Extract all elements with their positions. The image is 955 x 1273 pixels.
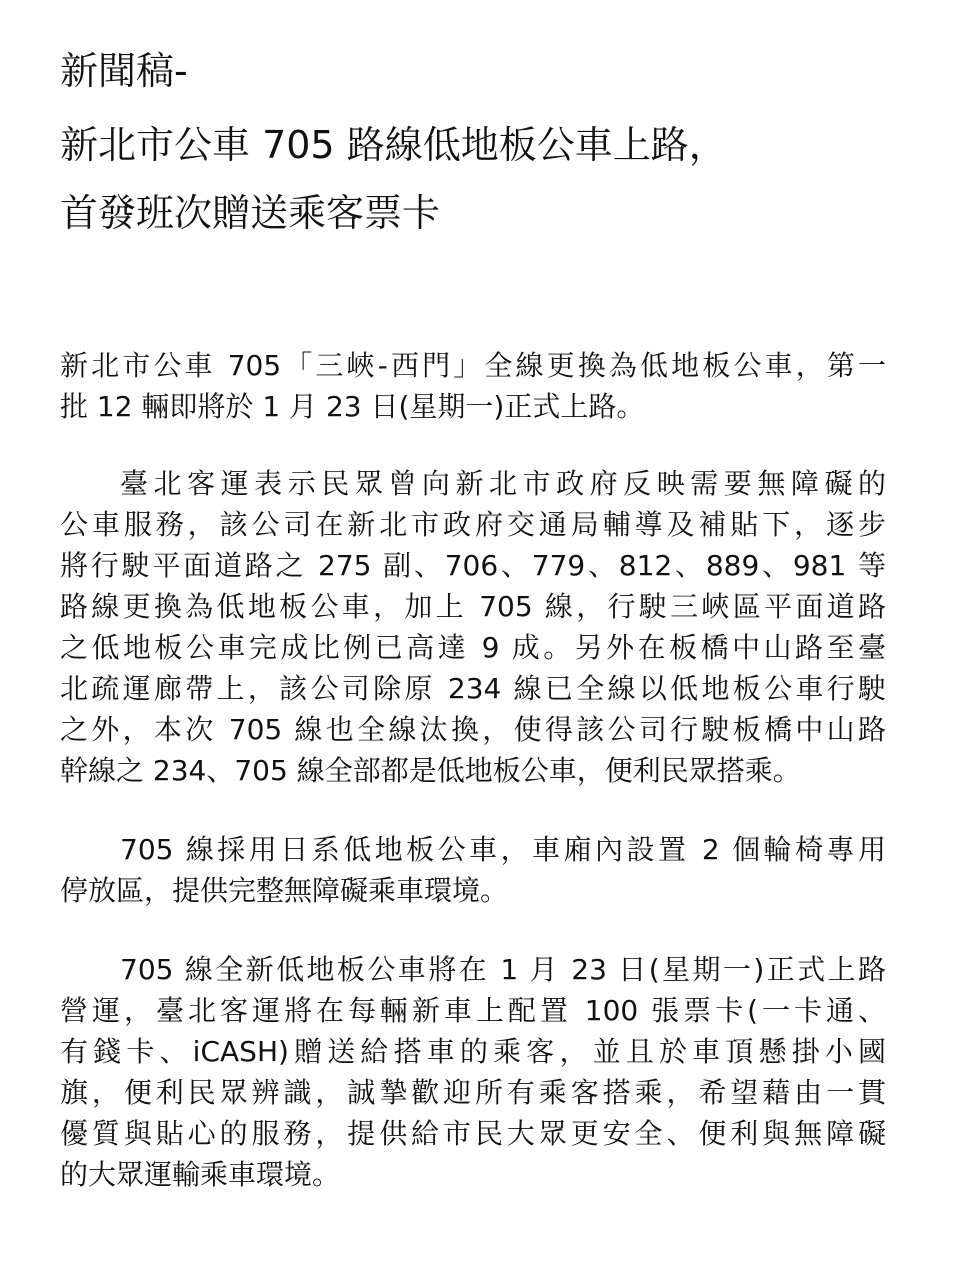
paragraph-1 (60, 345, 886, 427)
paragraph-line: 公車服務，該公司在新北市政府交通局輔導及補貼下，逐步 (60, 508, 886, 541)
paragraph-line: 705 線全新低地板公車將在 1 月 23 日(星期一)正式上路 (120, 953, 886, 986)
document-type-label: 新聞稿- (60, 49, 188, 93)
paragraph-line: 新北市公車 705「三峽-西門」全線更換為低地板公車，第一 (60, 349, 886, 382)
paragraph-3 (60, 829, 886, 911)
paragraph-line: 優質與貼心的服務，提供給市民大眾更安全、便利與無障礙 (60, 1117, 886, 1150)
paragraph-line: 旗，便利民眾辨識，誠摯歡迎所有乘客搭乘，希望藉由一貫 (60, 1076, 886, 1109)
paragraph-line: 臺北客運表示民眾曾向新北市政府反映需要無障礙的 (120, 467, 886, 500)
headline-line-1: 新北市公車 705 路線低地板公車上路， (60, 123, 727, 167)
paragraph-2 (60, 463, 886, 791)
paragraph-line: 之外，本次 705 線也全線汰換，使得該公司行駛板橋中山路 (60, 713, 886, 746)
paragraph-line: 營運，臺北客運將在每輛新車上配置 100 張票卡(一卡通、 (60, 994, 886, 1027)
paragraph-line: 批 12 輛即將於 1 月 23 日(星期一)正式上路。 (60, 390, 645, 423)
title-block (60, 49, 900, 235)
paragraph-line: 路線更換為低地板公車，加上 705 線，行駛三峽區平面道路 (60, 590, 886, 623)
headline-line-2: 首發班次贈送乘客票卡 (60, 191, 441, 235)
paragraph-line: 將行駛平面道路之 275 副、706、779、812、889、981 等 (60, 549, 886, 582)
paragraph-line: 的大眾運輸乘車環境。 (60, 1158, 341, 1191)
paragraph-line: 之低地板公車完成比例已高達 9 成。另外在板橋中山路至臺 (60, 631, 886, 664)
paragraph-line: 705 線採用日系低地板公車，車廂內設置 2 個輪椅專用 (120, 833, 886, 866)
paragraph-4 (60, 949, 886, 1195)
paragraph-line: 北疏運廊帶上，該公司除原 234 線已全線以低地板公車行駛 (60, 672, 886, 705)
paragraph-line: 幹線之 234、705 線全部都是低地板公車，便利民眾搭乘。 (60, 754, 801, 787)
paragraph-line: 有錢卡、iCASH)贈送給搭車的乘客，並且於車頂懸掛小國 (60, 1035, 886, 1068)
body-text (60, 345, 886, 1195)
paragraph-line: 停放區，提供完整無障礙乘車環境。 (60, 874, 509, 907)
